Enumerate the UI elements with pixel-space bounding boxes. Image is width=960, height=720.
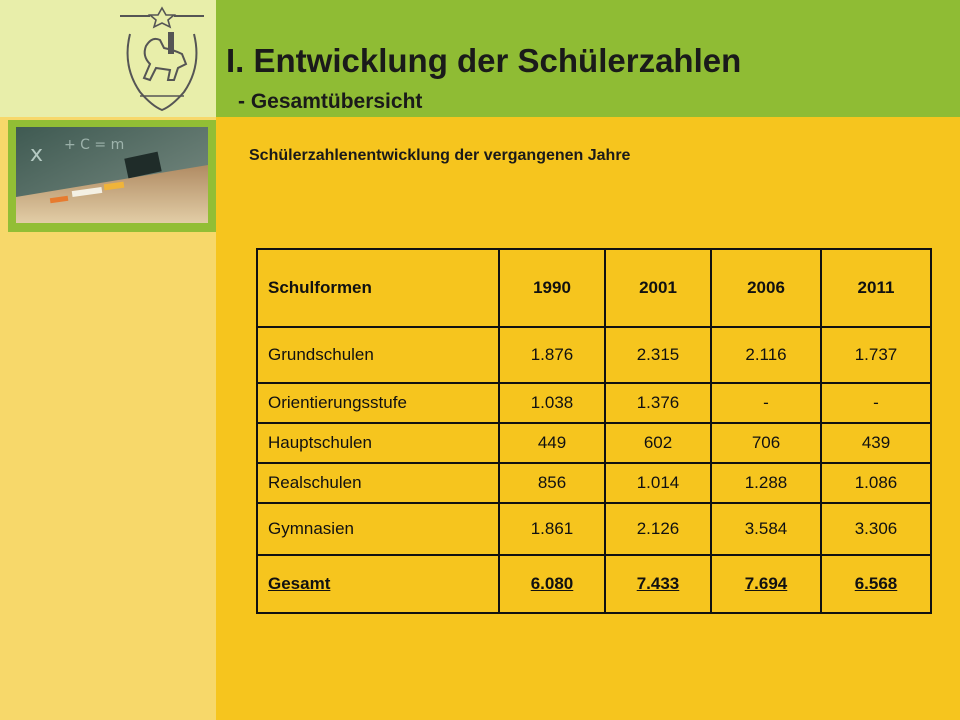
total-label-cell: Gesamt	[257, 555, 499, 613]
svg-text:+ C = m: + C = m	[64, 137, 125, 153]
value-cell: 706	[711, 423, 821, 463]
table-row	[257, 327, 931, 383]
column-header: 1990	[499, 249, 605, 327]
value-cell: 1.737	[821, 327, 931, 383]
value-cell: 1.861	[499, 503, 605, 555]
school-type-cell: Gymnasien	[257, 503, 499, 555]
table-header-row	[257, 249, 931, 327]
table-row	[257, 463, 931, 503]
page-title: I. Entwicklung der Schülerzahlen	[226, 42, 742, 79]
table-total-row	[257, 555, 931, 613]
value-cell: 1.288	[711, 463, 821, 503]
column-header: 2006	[711, 249, 821, 327]
total-value-cell: 7.694	[711, 555, 821, 613]
value-cell: 856	[499, 463, 605, 503]
total-value-cell: 7.433	[605, 555, 711, 613]
column-header: 2001	[605, 249, 711, 327]
svg-text:x: x	[30, 142, 44, 167]
section-heading: Schülerzahlenentwicklung der vergangenen Jahre	[249, 147, 631, 164]
value-cell: 1.086	[821, 463, 931, 503]
school-type-cell: Realschulen	[257, 463, 499, 503]
column-header: 2011	[821, 249, 931, 327]
value-cell: 2.116	[711, 327, 821, 383]
table-row	[257, 383, 931, 423]
total-value-cell: 6.080	[499, 555, 605, 613]
value-cell: 2.126	[605, 503, 711, 555]
horse-crest-logo	[112, 6, 212, 114]
school-type-cell: Grundschulen	[257, 327, 499, 383]
table-row	[257, 423, 931, 463]
value-cell: 3.584	[711, 503, 821, 555]
chalkboard-chalk-photo	[16, 127, 208, 223]
value-cell: 439	[821, 423, 931, 463]
value-cell: 3.306	[821, 503, 931, 555]
value-cell: 602	[605, 423, 711, 463]
value-cell: -	[821, 383, 931, 423]
table-row	[257, 503, 931, 555]
student-numbers-table	[256, 248, 932, 614]
school-type-cell: Orientierungsstufe	[257, 383, 499, 423]
page-subtitle: - Gesamtübersicht	[238, 90, 423, 113]
total-value-cell: 6.568	[821, 555, 931, 613]
column-header: Schulformen	[257, 249, 499, 327]
value-cell: 449	[499, 423, 605, 463]
value-cell: 1.038	[499, 383, 605, 423]
value-cell: -	[711, 383, 821, 423]
value-cell: 1.014	[605, 463, 711, 503]
value-cell: 1.876	[499, 327, 605, 383]
school-type-cell: Hauptschulen	[257, 423, 499, 463]
value-cell: 1.376	[605, 383, 711, 423]
value-cell: 2.315	[605, 327, 711, 383]
